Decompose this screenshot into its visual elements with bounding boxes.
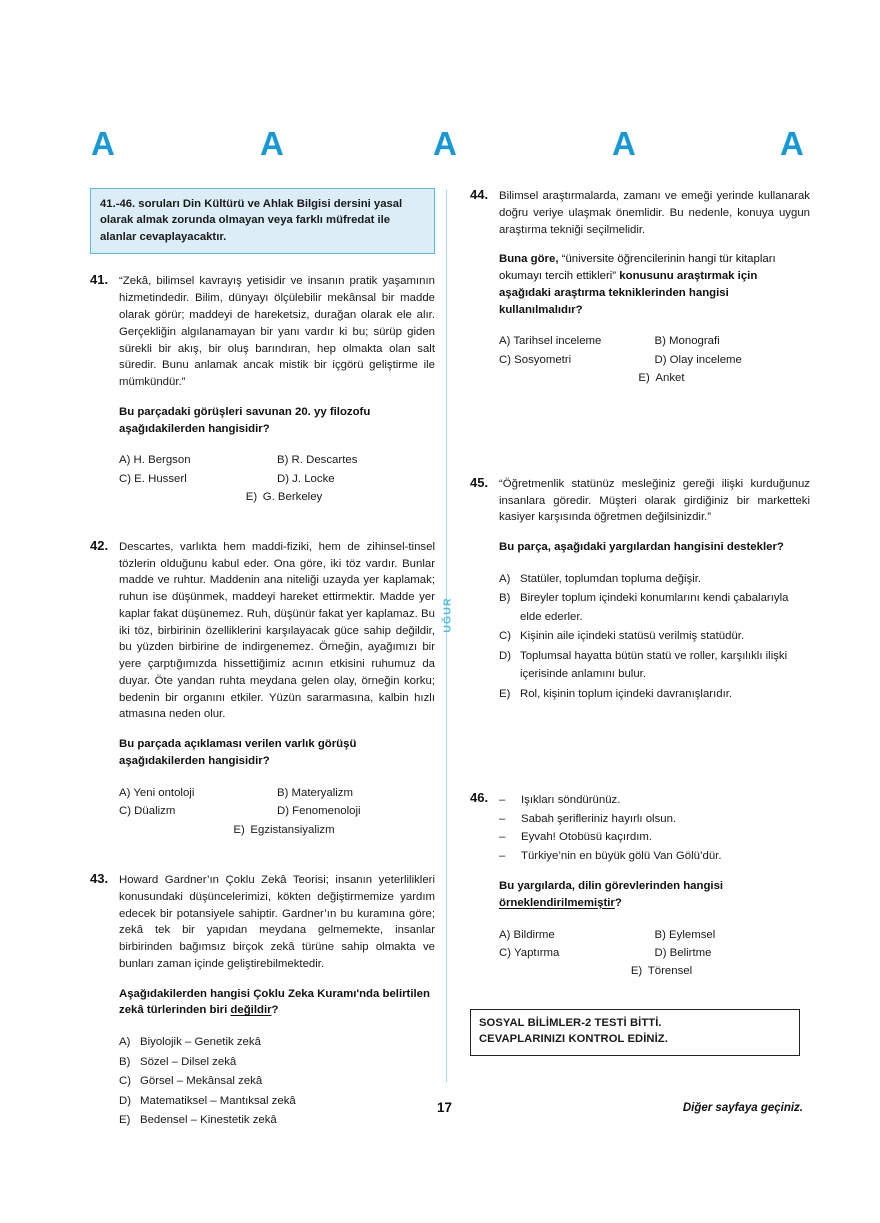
option-46-a-text: A) Bildirme: [499, 928, 555, 941]
dash-bullet-icon: –: [499, 849, 506, 862]
option-41-c[interactable]: [119, 470, 277, 488]
option-43-e-label: E): [119, 1114, 131, 1127]
question-45-options: [499, 570, 810, 703]
question-46-statement-2-text: Sabah şerifleriniz hayırlı olsun.: [521, 812, 677, 825]
option-46-a[interactable]: [499, 926, 655, 944]
brand-watermark-text: UĞUR: [441, 597, 454, 633]
option-45-d[interactable]: [499, 647, 810, 684]
question-46-stem-part2: ?: [614, 896, 622, 909]
question-46-statement-2: [499, 810, 810, 828]
option-43-e[interactable]: [119, 1111, 435, 1129]
option-45-b[interactable]: [499, 589, 810, 626]
option-44-e[interactable]: [499, 369, 810, 387]
question-46-stem-emphasis: örneklendirilmemiştir: [499, 896, 615, 909]
option-43-b-text: Sözel – Dilsel zekâ: [140, 1055, 237, 1068]
option-41-e[interactable]: [119, 488, 435, 506]
brand-watermark: [430, 598, 464, 658]
option-43-d-label: D): [119, 1094, 132, 1107]
question-44-stem-tail: konusunu araştırmak için aşağıdaki araştırma tekniklerinden hangisi kullanılmalıdır?: [499, 270, 758, 316]
option-46-c[interactable]: [499, 944, 655, 962]
option-45-e-text: Rol, kişinin toplum içindeki davranışlarıdır.: [520, 687, 733, 700]
option-43-c[interactable]: [119, 1072, 435, 1090]
option-46-d-text: D) Belirtme: [654, 946, 712, 959]
option-42-e-text: Egzistansiyalizm: [250, 823, 335, 836]
question-46-statement-4-text: Türkiye’nin en büyük gölü Van Gölü’dür.: [521, 849, 722, 862]
option-44-c[interactable]: [499, 351, 655, 369]
option-45-b-text: Bireyler toplum içindeki konumlarını kendi çabalarıyla elde ederler.: [520, 592, 789, 623]
question-46-statement-3: [499, 828, 810, 846]
option-44-c-text: C) Sosyometri: [499, 353, 572, 366]
question-43-passage: Howard Gardner’ın Çoklu Zekâ Teorisi; insanın yeterlilikleri konusundaki düşüncelerimizi, kökten değiştirmemize yardım edecek bir potansiyele sahiptir. Gardner’ın bu kuramına göre; zekâ tek bir yapıdan meydana gelmemekte, insanlar birbirinden bağımsız birçok zekâ türüne sahip olmakta ve bunları zaman içinde geliştirebilmektedir.: [119, 874, 435, 970]
question-45: [470, 476, 810, 703]
question-43: [90, 872, 435, 1129]
question-43-options: [119, 1033, 435, 1129]
option-45-a-text: Statüler, toplumdan topluma değişir.: [520, 572, 702, 585]
question-41-number: 41.: [90, 272, 109, 288]
question-46-statement-list: [499, 791, 810, 865]
option-44-a[interactable]: [499, 332, 655, 350]
question-44-options: [499, 332, 810, 387]
option-46-b-text: B) Eylemsel: [654, 928, 716, 941]
page-number: 17: [437, 1100, 453, 1115]
dash-bullet-icon: –: [499, 794, 506, 807]
question-44-stem: [499, 251, 810, 318]
option-46-e-text: Törensel: [647, 965, 693, 978]
question-46-statement-4: [499, 847, 810, 865]
next-page-note: Diğer sayfaya geçiniz.: [682, 1102, 803, 1114]
booklet-letter-5: A: [780, 125, 804, 162]
instruction-box: 41.-46. soruları Din Kültürü ve Ahlak Bilgisi dersini yasal olarak almak zorunda olmayan veya farklı müfredat ile alanlar cevaplayacaktır.: [90, 188, 435, 254]
question-45-passage: “Öğretmenlik statünüz mesleğiniz gereği ilişki kurduğunuz insanlara göredir. Müşteri olarak girdiğiniz bir marketteki kasiyer karşısında öğretmen değilsinizdir.”: [499, 477, 810, 524]
option-46-e[interactable]: [499, 962, 810, 980]
question-46-statement-1: [499, 791, 810, 809]
right-column: [470, 188, 810, 981]
option-42-e[interactable]: [119, 821, 435, 839]
option-45-d-text: Toplumsal hayatta bütün statü ve roller, karşılıklı ilişki içerisinde anlamını bulur.: [520, 649, 788, 681]
option-45-c-label: C): [499, 630, 512, 643]
option-45-a[interactable]: [499, 570, 810, 588]
option-43-a[interactable]: [119, 1033, 435, 1051]
option-45-b-label: B): [499, 592, 511, 605]
option-43-b-label: B): [119, 1055, 131, 1068]
option-41-d[interactable]: [277, 470, 435, 488]
option-43-b[interactable]: [119, 1053, 435, 1071]
question-43-stem-part1: Aşağıdakilerden hangisi Çoklu Zeka Kuramı'nda belirtilen zekâ türlerinden biri: [119, 987, 430, 1017]
question-42-passage: Descartes, varlıkta hem maddi-fiziki, hem de zihinsel-tinsel tözlerin olduğunu kabul eder. Ona göre, iki töz vardır. Bunlar madde ve ruhtur. Maddenin ana niteliği uzayda yer kaplamak; ruhun ise düşünmek, maddeyi hareket ettirmektir. Madde yer kaplar fakat düşünemez. Ruh, düşünür fakat yer kaplamaz. Bu iki töz, birbirinin özelliklerini karşılayacak güce sahip değildir, bu yüzden birbirine de indirgenemez. Örneğin, ayağımızı bir yere çarptığımızda hissettiğimiz acının etkisini ruhumuz da duyar. Öte yandan ruhta meydana gelen olay, örneğin korku; bedenin bir organını etkiler. Yüzün sararmasına, kalbin hızlı atmasına neden olur.: [119, 540, 435, 721]
option-46-e-label: E): [630, 965, 643, 978]
question-42-number: 42.: [90, 537, 109, 553]
question-46-stem: [499, 878, 810, 912]
question-46-stem-part1: Bu yargılarda, dilin görevlerinden hangisi: [499, 879, 724, 892]
option-41-b[interactable]: [277, 451, 435, 469]
question-44-stem-quote: “üniversite öğrencilerinin hangi tür kitapları okumayı tercih ettikleri”: [499, 253, 776, 283]
question-44-passage: Bilimsel araştırmalarda, zamanı ve emeği yerinde kullanarak doğru veriye ulaşmak önemlidir. Bu nedenle, konuya uygun araştırma tekniği seçilmelidir.: [499, 190, 810, 236]
question-43-stem: [119, 986, 435, 1020]
dash-bullet-icon: –: [499, 812, 506, 825]
option-41-c-text: C) E. Husserl: [119, 472, 187, 485]
option-42-c-text: C) Düalizm: [119, 805, 176, 818]
question-42-options: [119, 784, 435, 839]
end-of-test-box: [470, 1009, 800, 1056]
option-43-a-label: A): [119, 1036, 131, 1049]
option-42-d[interactable]: [277, 802, 435, 820]
question-42: [90, 539, 435, 839]
option-41-a[interactable]: [119, 451, 277, 469]
booklet-letter-2: A: [260, 125, 284, 162]
option-46-d[interactable]: [655, 944, 811, 962]
question-46-statement-1-text: Işıkları söndürünüz.: [521, 794, 621, 807]
option-42-b-text: B) Materyalizm: [277, 786, 353, 799]
question-46-number: 46.: [470, 790, 489, 806]
question-46-options: [499, 926, 810, 981]
option-45-e-label: E): [499, 687, 511, 700]
option-45-c-text: Kişinin aile içindeki statüsü verilmiş statüdür.: [520, 630, 745, 643]
option-41-e-text: G. Berkeley: [262, 491, 323, 504]
question-44-stem-lead: Buna göre,: [499, 253, 559, 266]
option-44-a-text: A) Tarihsel inceleme: [499, 335, 602, 348]
question-43-stem-emphasis: değildir: [230, 1004, 272, 1017]
option-43-d[interactable]: [119, 1092, 435, 1110]
question-41-stem: Bu parçadaki görüşleri savunan 20. yy filozofu aşağıdakilerden hangisidir?: [119, 405, 371, 435]
question-41: [90, 273, 435, 506]
option-42-e-label: E): [233, 823, 245, 836]
option-42-a[interactable]: [119, 784, 277, 802]
question-43-stem-part2: ?: [271, 1004, 279, 1017]
option-43-a-text: Biyolojik – Genetik zekâ: [140, 1036, 261, 1049]
option-42-a-text: A) Yeni ontoloji: [119, 786, 195, 799]
booklet-letter-row: [88, 122, 804, 166]
option-46-c-text: C) Yaptırma: [499, 946, 560, 959]
booklet-letter-3: A: [433, 125, 457, 162]
option-42-c[interactable]: [119, 802, 277, 820]
option-43-e-text: Bedensel – Kinestetik zekâ: [140, 1114, 277, 1127]
option-43-c-text: Görsel – Mekânsal zekâ: [140, 1075, 263, 1088]
question-42-stem: Bu parçada açıklaması verilen varlık görüşü aşağıdakilerden hangisidir?: [119, 738, 357, 767]
option-43-c-label: C): [119, 1075, 132, 1088]
left-column: [90, 188, 435, 1131]
booklet-letter-1: A: [91, 125, 115, 162]
option-45-d-label: D): [499, 649, 512, 662]
question-44: [470, 188, 810, 388]
question-45-number: 45.: [470, 474, 489, 490]
booklet-letter-4: A: [612, 125, 636, 162]
question-45-stem: Bu parça, aşağıdaki yargılardan hangisini destekler?: [499, 541, 784, 554]
option-41-a-text: A) H. Bergson: [119, 454, 191, 467]
option-45-c[interactable]: [499, 627, 810, 645]
option-44-d[interactable]: [655, 351, 811, 369]
option-45-e[interactable]: [499, 685, 810, 703]
question-41-options: [119, 451, 435, 506]
option-43-d-text: Matematiksel – Mantıksal zekâ: [140, 1094, 296, 1107]
option-45-a-label: A): [499, 572, 511, 585]
option-44-b-text: B) Monografi: [654, 335, 720, 348]
option-42-d-text: D) Fenomenoloji: [277, 805, 361, 818]
option-42-b[interactable]: [277, 784, 435, 802]
option-44-d-text: D) Olay inceleme: [654, 353, 742, 366]
option-41-e-label: E): [245, 491, 258, 504]
dash-bullet-icon: –: [499, 831, 506, 844]
question-44-number: 44.: [470, 187, 489, 202]
question-43-number: 43.: [90, 871, 109, 887]
option-44-e-label: E): [638, 372, 650, 385]
question-46-statement-3-text: Eyvah! Otobüsü kaçırdım.: [521, 831, 653, 844]
option-44-b[interactable]: [655, 332, 811, 350]
end-of-test-line-2: CEVAPLARINIZI KONTROL EDİNİZ.: [479, 1032, 668, 1045]
option-46-b[interactable]: [655, 926, 811, 944]
option-41-b-text: B) R. Descartes: [277, 454, 358, 467]
question-41-passage: “Zekâ, bilimsel kavrayış yetisidir ve insanın pratik yaşamının hizmetindedir. Bilim, dünyayı ölçülebilir mekânsal bir madde olarak görür; maddeyi de hareketsiz, durağan olarak ele alır. Gerçekliğin algılanamayan bir yanı vardır ki bu; sürüp giden sürekli bir akış, bir oluş barındıran, hep olmakta olan salt süredir. Bunu anlamak ancak mistik bir içgörü geliştirme ile mümkündür.”: [119, 275, 435, 389]
option-44-e-text: Anket: [655, 372, 685, 385]
option-41-d-text: D) J. Locke: [277, 472, 335, 485]
end-of-test-line-1: SOSYAL BİLİMLER-2 TESTİ BİTTİ.: [479, 1017, 662, 1029]
question-46: [470, 791, 810, 981]
